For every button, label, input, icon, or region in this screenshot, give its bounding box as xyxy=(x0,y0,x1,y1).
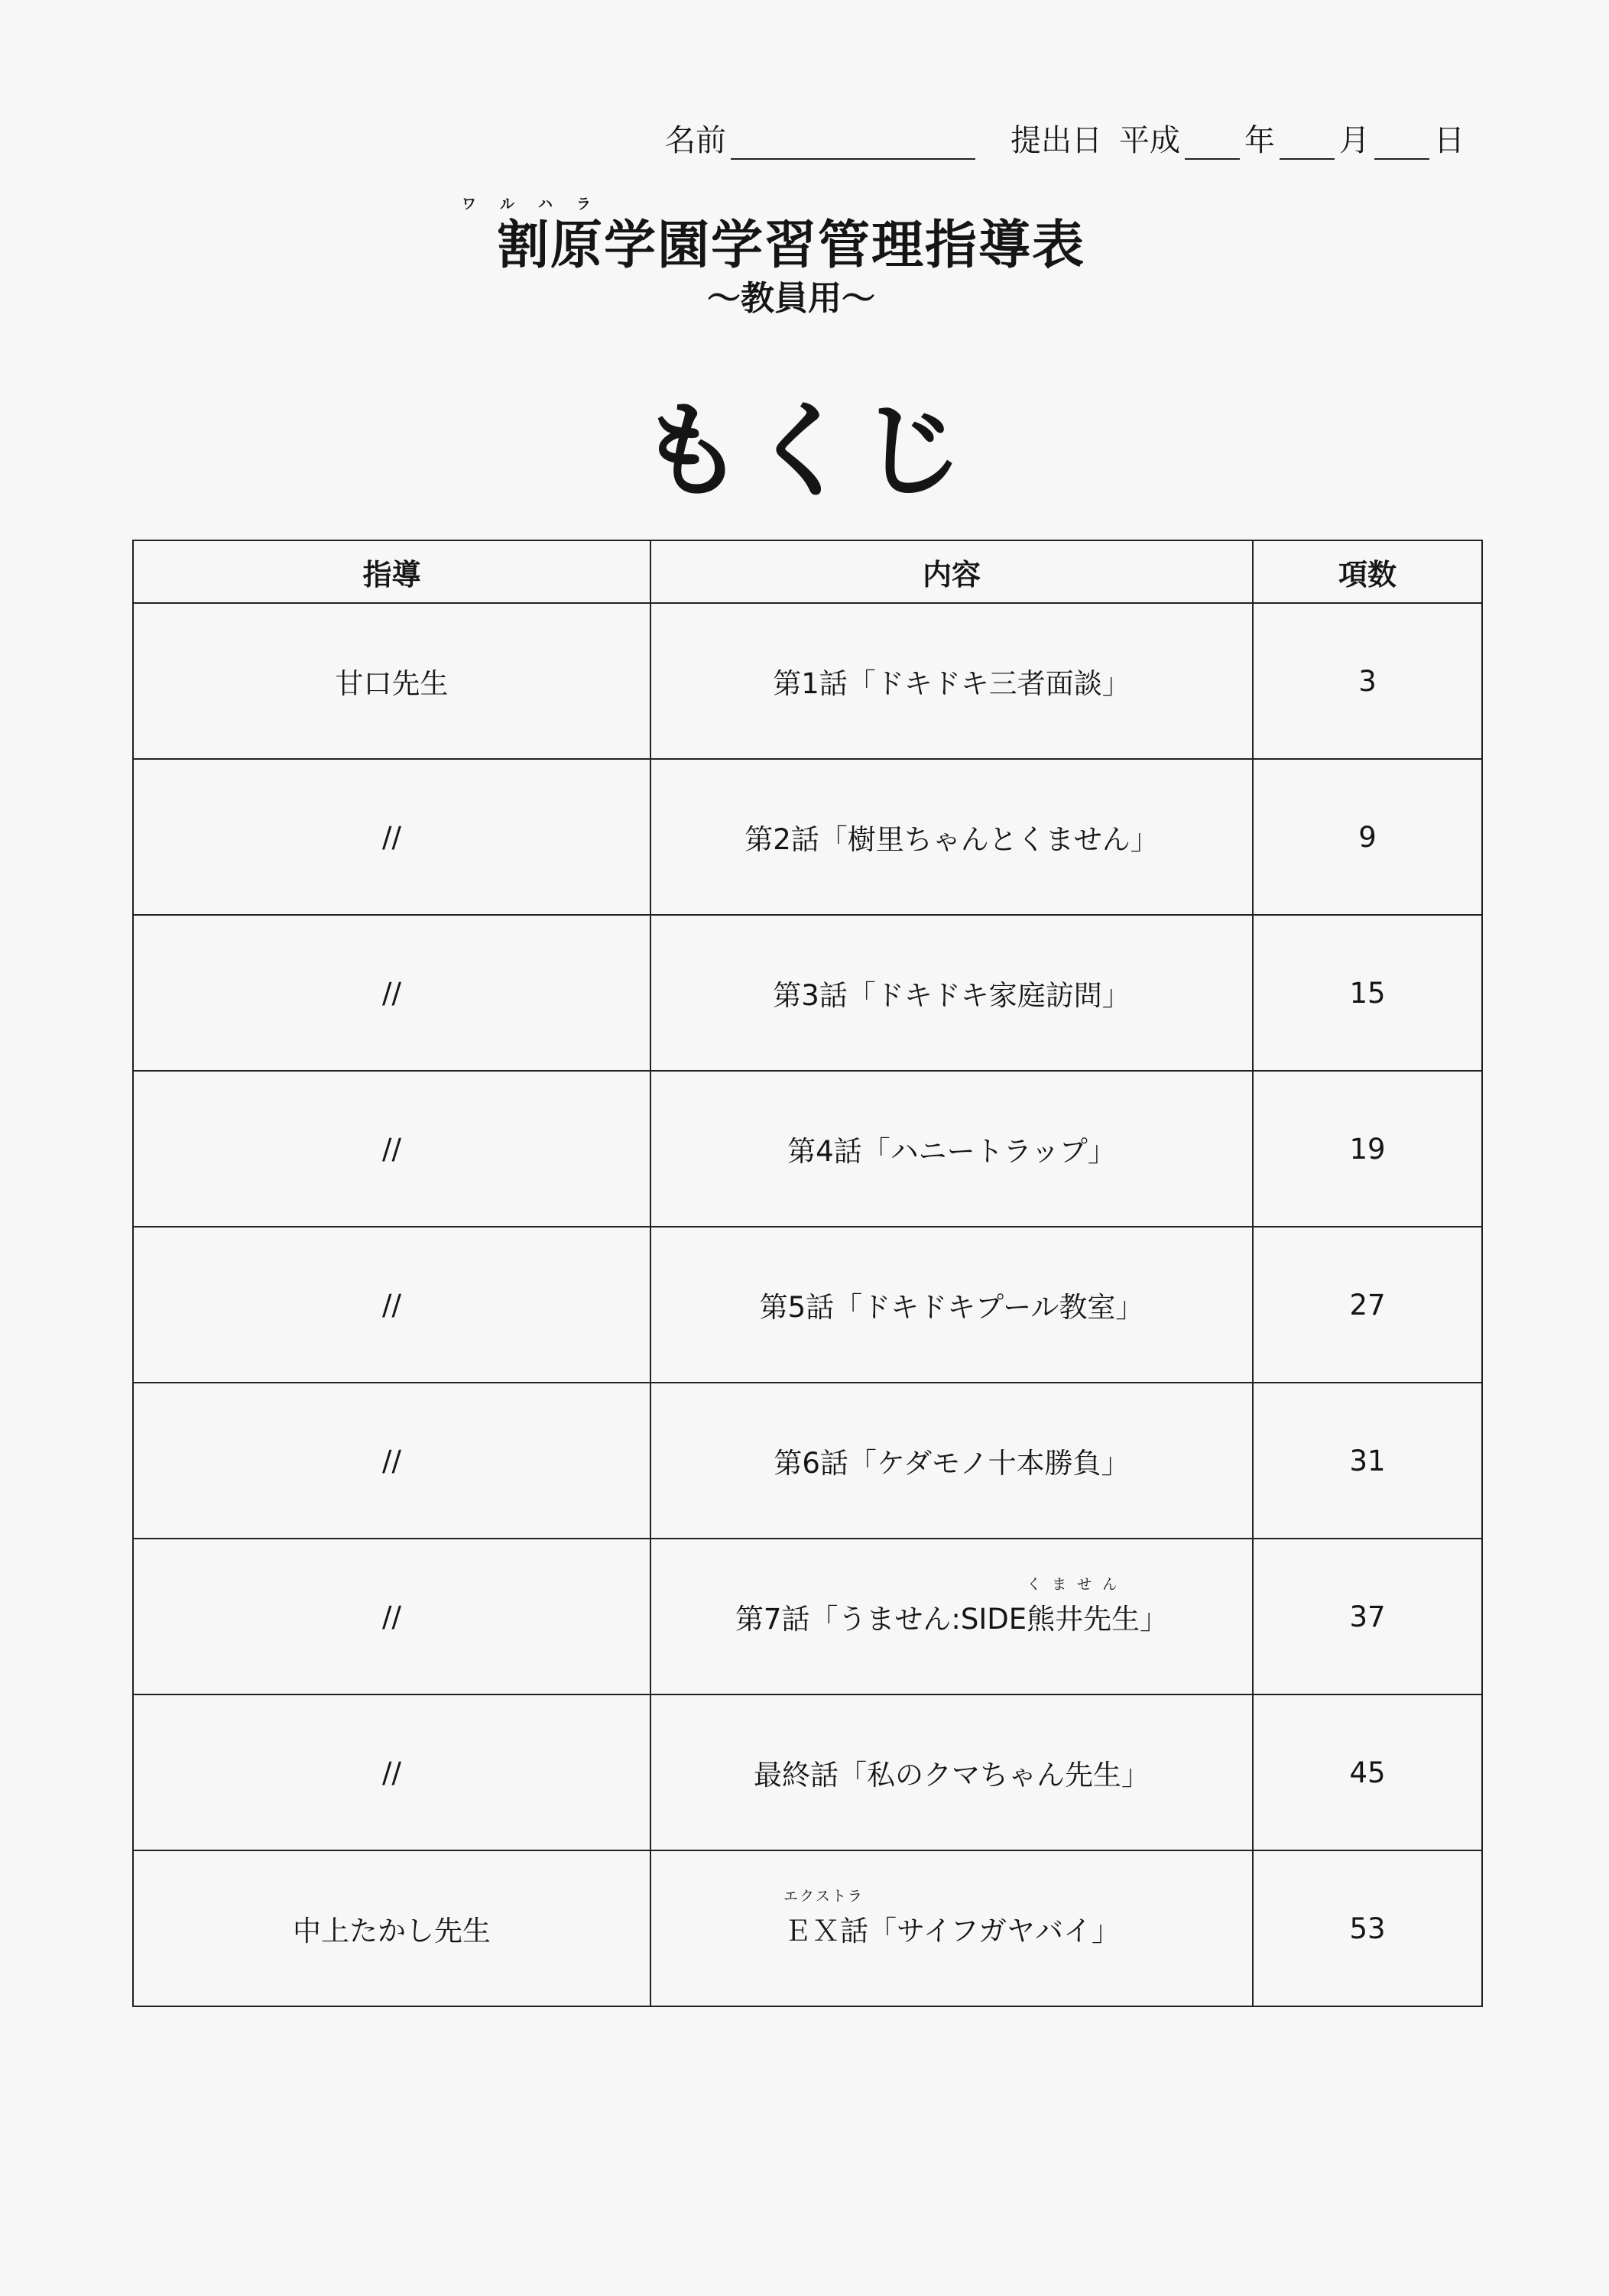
page-subtitle: 〜教員用〜 xyxy=(707,279,875,318)
content-cell: 最終話「私のクマちゃん先生」 xyxy=(650,1694,1253,1850)
submit-date-label: 提出日 xyxy=(1010,123,1102,158)
ruby-text: くません xyxy=(1027,1576,1128,1593)
table-row xyxy=(133,1850,1482,2006)
table-row xyxy=(133,1694,1482,1850)
ruby-base-text: 熊井 xyxy=(1027,1603,1084,1636)
content-cell: 第6話「ケダモノ十本勝負」 xyxy=(650,1383,1253,1539)
page-cell: 45 xyxy=(1253,1694,1482,1850)
content-text-prefix: 第7話「うません:SIDE xyxy=(735,1603,1027,1636)
content-cell xyxy=(650,1850,1253,2006)
column-header-page: 項数 xyxy=(1253,540,1482,603)
content-cell: 第1話「ドキドキ三者面談」 xyxy=(650,603,1253,759)
year-field[interactable] xyxy=(1185,131,1240,160)
toc-heading: もくじ xyxy=(639,391,970,512)
page-cell: 15 xyxy=(1253,915,1482,1071)
page-cell: 27 xyxy=(1253,1227,1482,1383)
column-header-content: 内容 xyxy=(650,540,1253,603)
table-row xyxy=(133,1227,1482,1383)
table-header-row xyxy=(133,540,1482,603)
column-header-teacher: 指導 xyxy=(133,540,650,603)
table-row xyxy=(133,915,1482,1071)
title-block xyxy=(436,190,1147,319)
toc-table xyxy=(132,540,1483,2007)
title-ruby-char: ル xyxy=(500,196,515,212)
ruby-base-text: ＥＸ xyxy=(783,1915,841,1947)
page-cell: 53 xyxy=(1253,1850,1482,2006)
page-cell: 9 xyxy=(1253,759,1482,915)
teacher-cell: // xyxy=(133,1694,650,1850)
page-cell: 3 xyxy=(1253,603,1482,759)
teacher-cell: // xyxy=(133,915,650,1071)
teacher-cell: // xyxy=(133,1383,650,1539)
day-label: 日 xyxy=(1434,123,1465,158)
month-field[interactable] xyxy=(1280,131,1335,160)
page-title: 割原学園学習管理指導表 xyxy=(496,216,1085,276)
content-cell: 第5話「ドキドキプール教室」 xyxy=(650,1227,1253,1383)
table-row xyxy=(133,1539,1482,1694)
title-ruby-char: ラ xyxy=(576,196,592,212)
name-label: 名前 xyxy=(665,123,726,158)
content-text-suffix: 先生」 xyxy=(1083,1603,1169,1636)
teacher-cell: 中上たかし先生 xyxy=(133,1850,650,2006)
title-ruby-char: ワ xyxy=(462,196,477,212)
title-ruby-char: ハ xyxy=(538,196,553,212)
table-row xyxy=(133,1383,1482,1539)
submission-header xyxy=(665,116,1465,160)
teacher-cell: // xyxy=(133,1539,650,1694)
page-cell: 31 xyxy=(1253,1383,1482,1539)
content-cell: 第2話「樹里ちゃんとくません」 xyxy=(650,759,1253,915)
content-cell: 第3話「ドキドキ家庭訪問」 xyxy=(650,915,1253,1071)
table-row xyxy=(133,1071,1482,1227)
teacher-cell: // xyxy=(133,1071,650,1227)
day-field[interactable] xyxy=(1374,131,1429,160)
name-field[interactable] xyxy=(731,131,975,160)
title-ruby xyxy=(436,190,1147,216)
content-text-suffix: 話「サイフガヤバイ」 xyxy=(840,1915,1120,1947)
table-row xyxy=(133,759,1482,915)
teacher-cell: 甘口先生 xyxy=(133,603,650,759)
page-cell: 37 xyxy=(1253,1539,1482,1694)
ruby-text: エクストラ xyxy=(783,1888,864,1905)
ruby-base xyxy=(783,1888,864,1949)
teacher-cell: // xyxy=(133,759,650,915)
table-row xyxy=(133,603,1482,759)
page-cell: 19 xyxy=(1253,1071,1482,1227)
content-cell xyxy=(650,1539,1253,1694)
teacher-cell: // xyxy=(133,1227,650,1383)
era-label: 平成 xyxy=(1119,123,1180,158)
content-cell: 第4話「ハニートラップ」 xyxy=(650,1071,1253,1227)
month-label: 月 xyxy=(1339,123,1370,158)
year-label: 年 xyxy=(1244,123,1275,158)
